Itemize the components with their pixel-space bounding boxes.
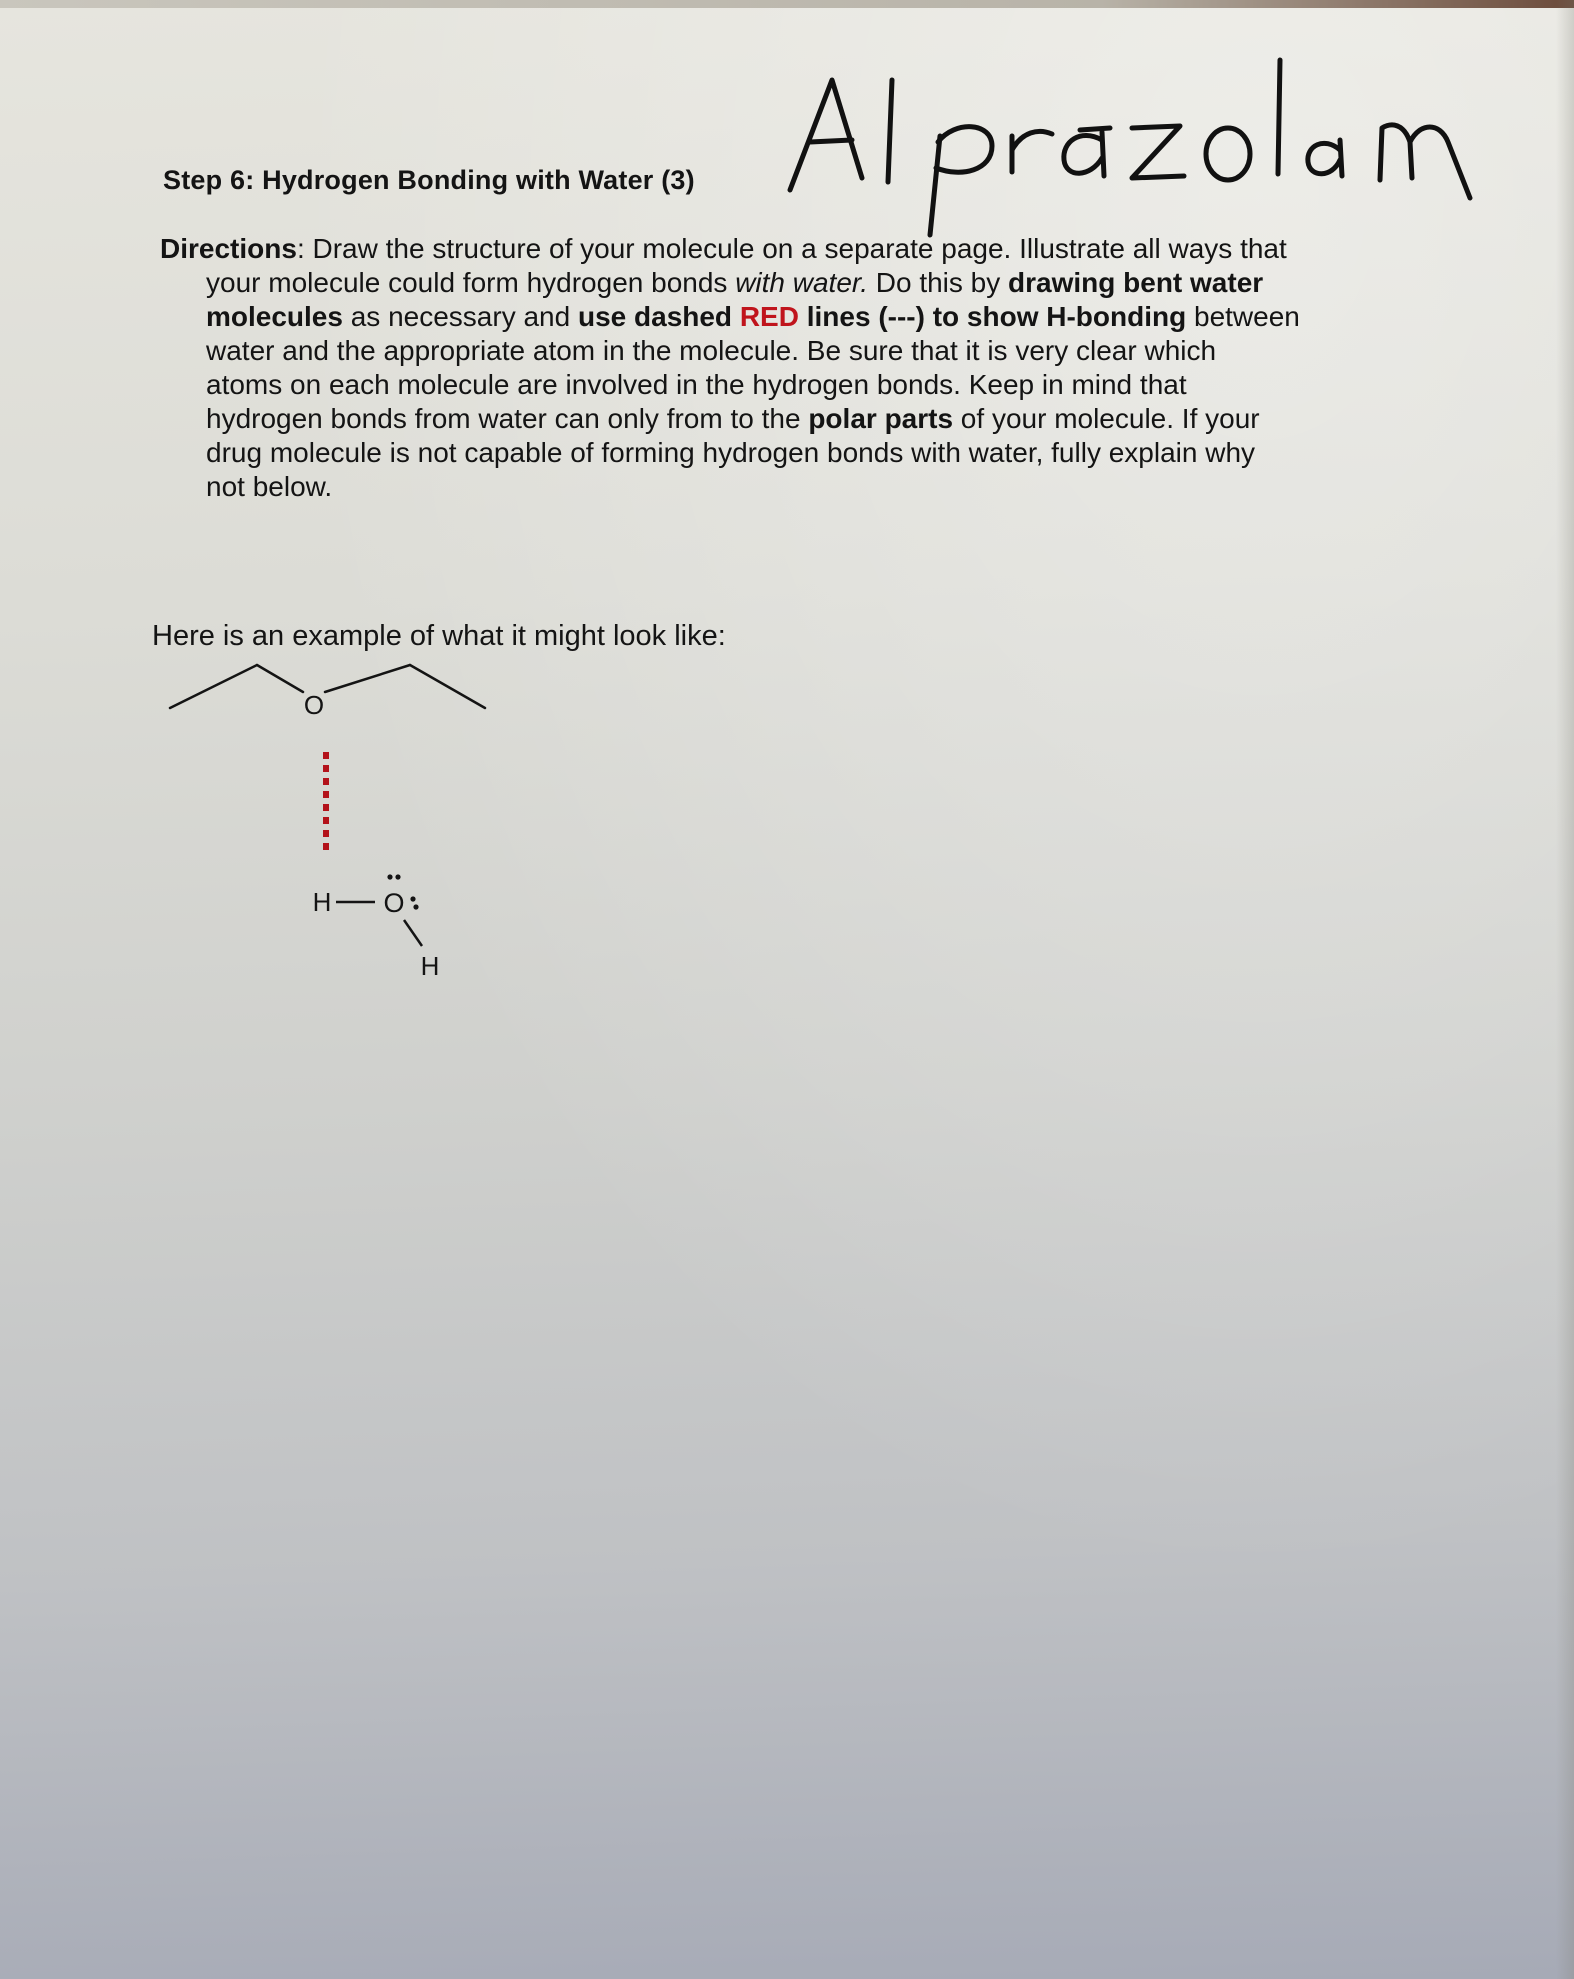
- directions-text-6a: hydrogen bonds from water can only from to the: [206, 403, 809, 434]
- ether-bond-2: [257, 665, 303, 692]
- directions-line-8: not below.: [206, 471, 333, 502]
- directions-text-6b: polar parts: [808, 403, 954, 434]
- directions-line-2: [160, 266, 1420, 300]
- directions-text-3f: between: [1186, 301, 1300, 332]
- directions-label: Directions: [160, 233, 297, 264]
- water-h-left-label: H: [312, 887, 332, 917]
- directions-line-7: drug molecule is not capable of forming hydrogen bonds with water, fully explain why: [206, 437, 1256, 468]
- directions-line-6: [160, 402, 1420, 436]
- lone-pair-dot: [387, 874, 392, 879]
- step-title: Step 6: Hydrogen Bonding with Water (3): [163, 165, 695, 195]
- example-caption: Here is an example of what it might look like:: [152, 620, 726, 652]
- handwritten-drug-name: [780, 50, 1500, 240]
- paper-right-edge-shadow: [1556, 0, 1574, 1979]
- directions-text-3b: as necessary and: [342, 301, 578, 332]
- ether-bond-3: [325, 665, 410, 692]
- directions-paragraph: [160, 232, 1420, 504]
- directions-colon: :: [296, 233, 305, 264]
- directions-line-1: [160, 232, 1420, 266]
- directions-line-5: atoms on each molecule are involved in the hydrogen bonds. Keep in mind that: [206, 369, 1187, 400]
- directions-line-4: water and the appropriate atom in the molecule. Be sure that it is very clear which: [206, 335, 1217, 366]
- directions-text-3e: lines (---) to show H-bonding: [798, 301, 1187, 332]
- directions-red-word: RED: [739, 301, 799, 332]
- ether-oxygen-label: O: [303, 690, 325, 720]
- directions-line-3: [160, 300, 1420, 334]
- paper-top-edge: [0, 0, 1574, 8]
- ether-bond-4: [410, 665, 485, 708]
- directions-text-3a: molecules: [206, 301, 343, 332]
- ether-bond-1: [170, 665, 257, 708]
- directions-text-1: Draw the structure of your molecule on a separate page. Illustrate all ways that: [304, 233, 1287, 264]
- directions-text-2c: Do this by: [867, 267, 1009, 298]
- directions-text-3c: use dashed: [577, 301, 740, 332]
- water-bond-bottom: [404, 920, 422, 946]
- lone-pair-dot: [395, 874, 400, 879]
- water-h-bottom-label: H: [420, 951, 440, 981]
- directions-text-2a: your molecule could form hydrogen bonds: [206, 267, 736, 298]
- directions-text-2b: with water.: [735, 267, 868, 298]
- hydrogen-bond-example-diagram: [150, 650, 510, 990]
- directions-text-6c: of your molecule. If your: [953, 403, 1260, 434]
- directions-text-2d: drawing bent water: [1008, 267, 1264, 298]
- lone-pair-dot: [410, 896, 415, 901]
- lone-pair-dot: [413, 904, 418, 909]
- water-oxygen-label: O: [383, 888, 405, 918]
